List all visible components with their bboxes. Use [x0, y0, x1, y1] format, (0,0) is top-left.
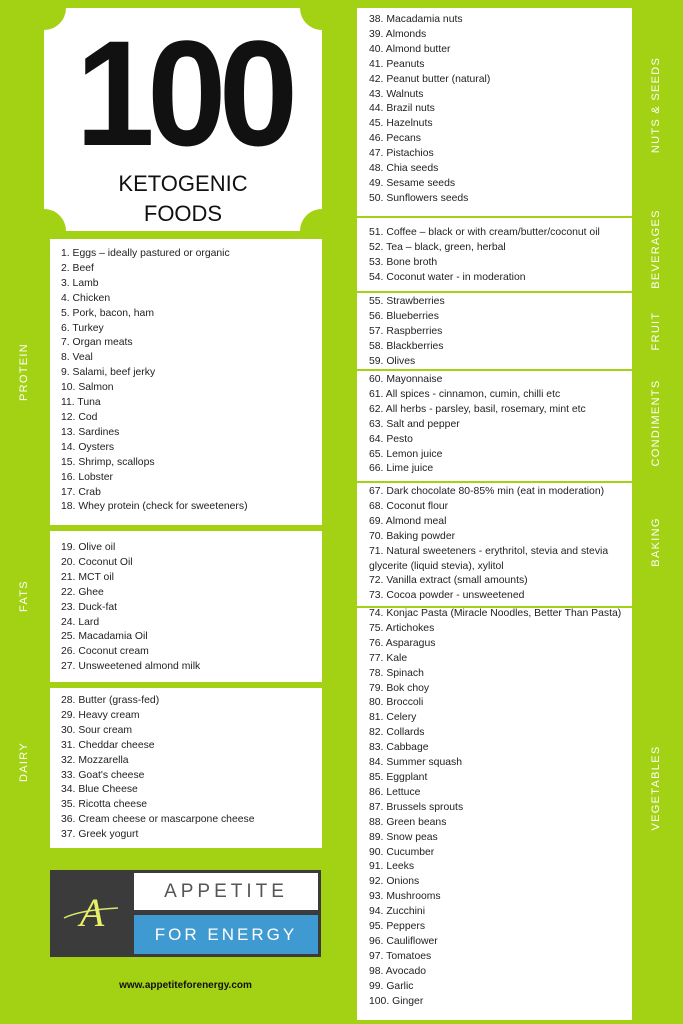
food-item: 19. Olive oil: [61, 542, 116, 553]
dairy-list: [61, 694, 322, 843]
food-item: 38. Macadamia nuts: [369, 14, 463, 25]
nuts-list: [369, 13, 490, 207]
food-item: 3. Lamb: [61, 277, 99, 289]
food-item: 58. Blackberries: [369, 340, 444, 352]
food-item: 47. Pistachios: [369, 148, 434, 160]
food-item: 57. Raspberries: [369, 325, 443, 337]
food-item: 83. Cabbage: [369, 742, 429, 754]
food-item: 4. Chicken: [61, 292, 111, 304]
food-item: 21. MCT oil: [61, 571, 114, 583]
beverages-list: [369, 226, 600, 286]
food-item: 71. Natural sweeteners - erythritol, stevia and stevia glycerite (liquid stevia), xylitol: [369, 545, 609, 572]
food-item: 100. Ginger: [369, 995, 424, 1007]
food-item: 40. Almond butter: [369, 43, 451, 55]
vegetables-label: VEGETABLES: [650, 745, 662, 831]
food-item: 49. Sesame seeds: [369, 177, 456, 189]
food-item: 64. Pesto: [369, 433, 413, 445]
dairy-label: DAIRY: [18, 742, 30, 782]
food-item: 90. Cucumber: [369, 846, 435, 858]
food-item: 17. Crab: [61, 486, 101, 498]
food-item: 39. Almonds: [369, 28, 427, 40]
food-item: 20. Coconut Oil: [61, 556, 133, 568]
food-item: 96. Cauliflower: [369, 935, 438, 947]
divider: [357, 291, 632, 293]
food-item: 86. Lettuce: [369, 786, 421, 798]
food-item: 68. Coconut flour: [369, 500, 449, 512]
food-item: 92. Onions: [369, 876, 420, 888]
food-item: 10. Salmon: [61, 382, 114, 394]
food-item: 36. Cream cheese or mascarpone cheese: [61, 814, 255, 826]
food-item: 69. Almond meal: [369, 515, 447, 527]
food-item: 93. Mushrooms: [369, 891, 441, 903]
food-item: 66. Lime juice: [369, 463, 434, 475]
protein-list: [61, 247, 322, 515]
food-item: 52. Tea – black, green, herbal: [369, 241, 506, 253]
food-item: 73. Cocoa powder - unsweetened: [369, 590, 525, 602]
food-item: 1. Eggs – ideally pastured or organic: [61, 248, 230, 259]
divider: [357, 216, 632, 218]
food-item: 99. Garlic: [369, 980, 414, 992]
food-item: 27. Unsweetened almond milk: [61, 661, 201, 673]
food-item: 74. Konjac Pasta (Miracle Noodles, Better Than Pasta): [369, 608, 622, 619]
food-item: 70. Baking powder: [369, 530, 456, 542]
food-item: 62. All herbs - parsley, basil, rosemary, mint etc: [369, 403, 586, 415]
condiments-label: CONDIMENTS: [650, 379, 662, 467]
food-item: 87. Brussels sprouts: [369, 801, 464, 813]
food-item: 25. Macadamia Oil: [61, 631, 148, 643]
food-item: 26. Coconut cream: [61, 646, 149, 658]
food-item: 77. Kale: [369, 652, 408, 664]
food-item: 80. Broccoli: [369, 697, 424, 709]
food-item: 30. Sour cream: [61, 724, 133, 736]
food-item: 56. Blueberries: [369, 310, 439, 322]
brand-logo[interactable]: [50, 870, 321, 957]
food-item: 50. Sunflowers seeds: [369, 192, 469, 204]
food-item: 34. Blue Cheese: [61, 784, 138, 796]
website-url[interactable]: www.appetiteforenergy.com: [119, 980, 252, 991]
food-item: 14. Oysters: [61, 441, 115, 453]
baking-label: BAKING: [650, 517, 662, 567]
food-item: 78. Spinach: [369, 667, 424, 679]
fats-label: FATS: [18, 580, 30, 612]
fruit-list: [369, 295, 445, 370]
food-item: 82. Collards: [369, 727, 425, 739]
logo-text-top: APPETITE: [134, 873, 318, 910]
food-item: 45. Hazelnuts: [369, 118, 433, 130]
beverages-label: BEVERAGES: [650, 209, 662, 289]
food-item: 33. Goat's cheese: [61, 769, 145, 781]
food-item: 94. Zucchini: [369, 906, 426, 918]
food-item: 72. Vanilla extract (small amounts): [369, 575, 528, 587]
title-number: 100: [75, 9, 291, 177]
condiments-list: [369, 373, 586, 477]
food-item: 7. Organ meats: [61, 337, 133, 349]
food-item: 46. Pecans: [369, 133, 421, 145]
food-item: 24. Lard: [61, 616, 100, 628]
food-item: 65. Lemon juice: [369, 448, 443, 460]
food-item: 11. Tuna: [61, 397, 101, 409]
food-item: 31. Cheddar cheese: [61, 739, 155, 751]
logo-mark-letter: A: [79, 889, 105, 935]
fats-list: [61, 541, 322, 675]
food-item: 89. Snow peas: [369, 831, 438, 843]
food-item: 85. Eggplant: [369, 771, 428, 783]
divider: [357, 481, 632, 483]
protein-label: PROTEIN: [18, 343, 30, 401]
food-item: 8. Veal: [61, 352, 93, 364]
title-line-1: KETOGENIC: [118, 171, 248, 196]
food-item: 63. Salt and pepper: [369, 418, 460, 430]
food-item: 84. Summer squash: [369, 757, 462, 769]
vegetables-list: [369, 607, 621, 1009]
food-item: 37. Greek yogurt: [61, 829, 139, 841]
food-item: 2. Beef: [61, 262, 94, 274]
food-item: 51. Coffee – black or with cream/butter/coconut oil: [369, 227, 600, 238]
food-item: 81. Celery: [369, 712, 417, 724]
nuts-label: NUTS & SEEDS: [650, 56, 662, 154]
food-item: 18. Whey protein (check for sweeteners): [61, 501, 248, 513]
food-item: 12. Cod: [61, 411, 98, 423]
fruit-label: FRUIT: [650, 311, 662, 351]
food-item: 41. Peanuts: [369, 58, 425, 70]
dairy-panel: [50, 688, 322, 848]
food-item: 43. Walnuts: [369, 88, 424, 100]
food-item: 75. Artichokes: [369, 622, 435, 634]
food-item: 95. Peppers: [369, 921, 426, 933]
logo-text-bottom: FOR ENERGY: [134, 915, 318, 954]
title-line-2: FOODS: [143, 201, 223, 226]
food-item: 59. Olives: [369, 355, 416, 367]
food-item: 28. Butter (grass-fed): [61, 695, 160, 706]
food-item: 23. Duck-fat: [61, 601, 118, 613]
food-item: 55. Strawberries: [369, 296, 445, 307]
food-item: 44. Brazil nuts: [369, 103, 435, 115]
food-item: 88. Green beans: [369, 816, 447, 828]
food-item: 6. Turkey: [61, 322, 104, 334]
divider: [357, 606, 632, 608]
food-item: 35. Ricotta cheese: [61, 799, 148, 811]
divider: [357, 369, 632, 371]
logo-mark-icon: [50, 870, 134, 957]
food-item: 97. Tomatoes: [369, 950, 432, 962]
food-item: 22. Ghee: [61, 586, 104, 598]
title-card: [44, 8, 322, 231]
food-item: 29. Heavy cream: [61, 709, 140, 721]
fats-panel: [50, 531, 322, 682]
right-panel: [357, 8, 632, 1020]
baking-list: [369, 485, 624, 604]
food-item: 15. Shrimp, scallops: [61, 456, 155, 468]
food-item: 79. Bok choy: [369, 682, 430, 694]
food-item: 48. Chia seeds: [369, 163, 439, 175]
food-item: 60. Mayonnaise: [369, 374, 443, 385]
food-item: 32. Mozzarella: [61, 754, 129, 766]
food-item: 53. Bone broth: [369, 256, 438, 268]
food-item: 13. Sardines: [61, 426, 120, 438]
food-item: 91. Leeks: [369, 861, 415, 873]
food-item: 9. Salami, beef jerky: [61, 367, 156, 379]
food-item: 5. Pork, bacon, ham: [61, 307, 154, 319]
food-item: 16. Lobster: [61, 471, 113, 483]
food-item: 54. Coconut water - in moderation: [369, 271, 526, 283]
protein-panel: [50, 239, 322, 525]
food-item: 61. All spices - cinnamon, cumin, chilli etc: [369, 388, 561, 400]
food-item: 42. Peanut butter (natural): [369, 73, 491, 85]
food-item: 67. Dark chocolate 80-85% min (eat in moderation): [369, 486, 605, 497]
food-item: 76. Asparagus: [369, 637, 436, 649]
food-item: 98. Avocado: [369, 965, 427, 977]
